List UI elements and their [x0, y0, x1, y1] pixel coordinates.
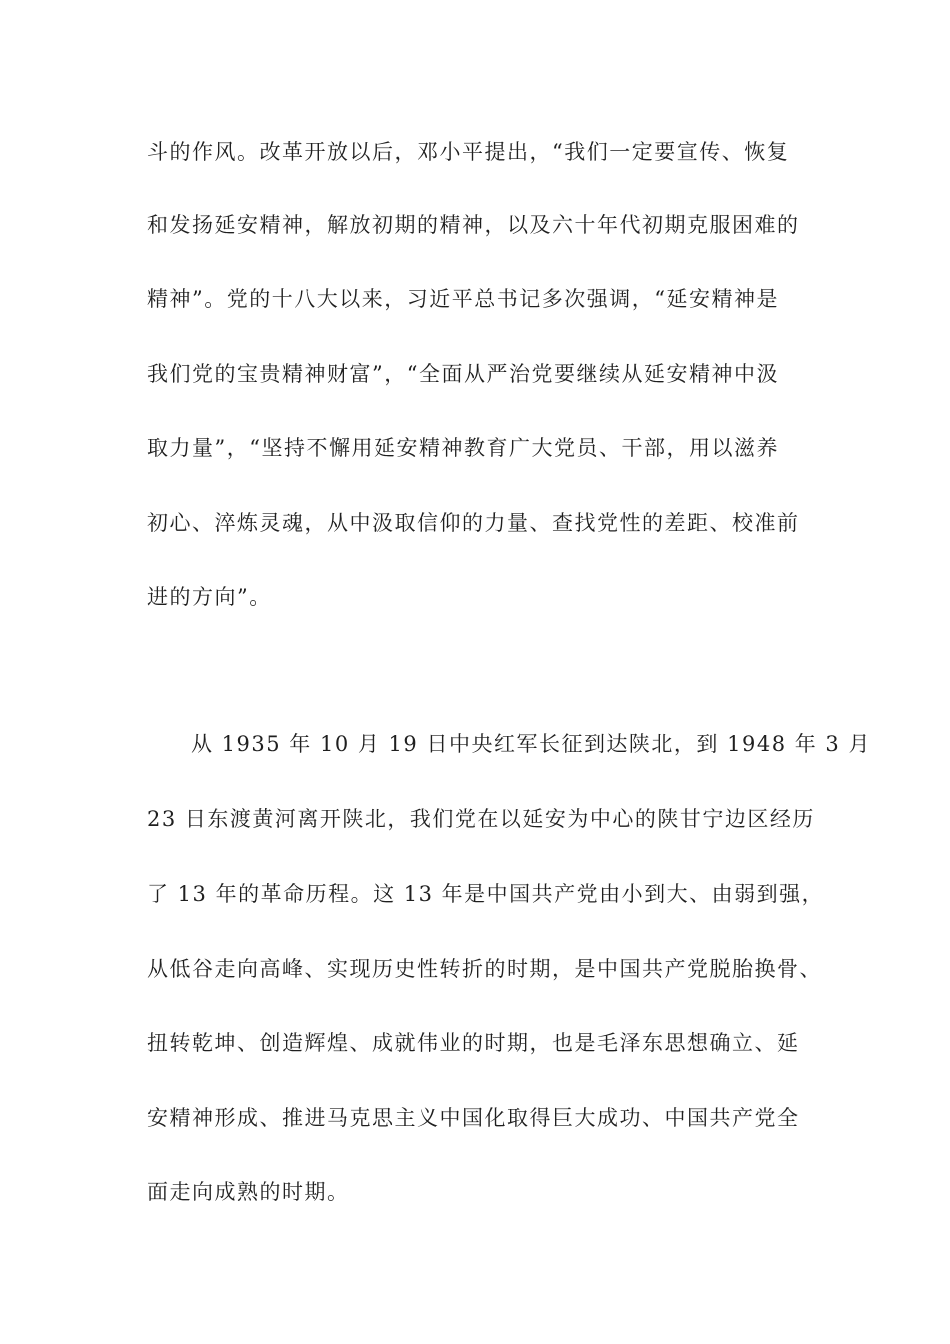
text-line: 23 日东渡黄河离开陕北，我们党在以延安为中心的陕甘宁边区经历 [147, 807, 815, 831]
text-line: 斗的作风。改革开放以后，邓小平提出，“我们一定要宣传、恢复 [147, 140, 790, 164]
text-line: 取力量”，“坚持不懈用延安精神教育广大党员、干部，用以滋养 [147, 436, 779, 460]
text-line: 扭转乾坤、创造辉煌、成就伟业的时期，也是毛泽东思想确立、延 [147, 1031, 800, 1055]
text-line: 安精神形成、推进马克思主义中国化取得巨大成功、中国共产党全 [147, 1106, 800, 1130]
text-line: 我们党的宝贵精神财富”，“全面从严治党要继续从延安精神中汲 [147, 362, 779, 386]
text-line: 从 1935 年 10 月 19 日中央红军长征到达陕北，到 1948 年 3 月 [191, 732, 871, 756]
text-line: 精神”。党的十八大以来，习近平总书记多次强调，“延安精神是 [147, 287, 779, 311]
text-line: 了 13 年的革命历程。这 13 年是中国共产党由小到大、由弱到强， [147, 882, 825, 906]
text-line: 面走向成熟的时期。 [147, 1180, 350, 1204]
text-line: 进的方向”。 [147, 585, 272, 609]
text-line: 初心、淬炼灵魂，从中汲取信仰的力量、查找党性的差距、校准前 [147, 511, 800, 535]
text-line: 和发扬延安精神，解放初期的精神，以及六十年代初期克服困难的 [147, 213, 800, 237]
text-line: 从低谷走向高峰、实现历史性转折的时期，是中国共产党脱胎换骨、 [147, 957, 822, 981]
